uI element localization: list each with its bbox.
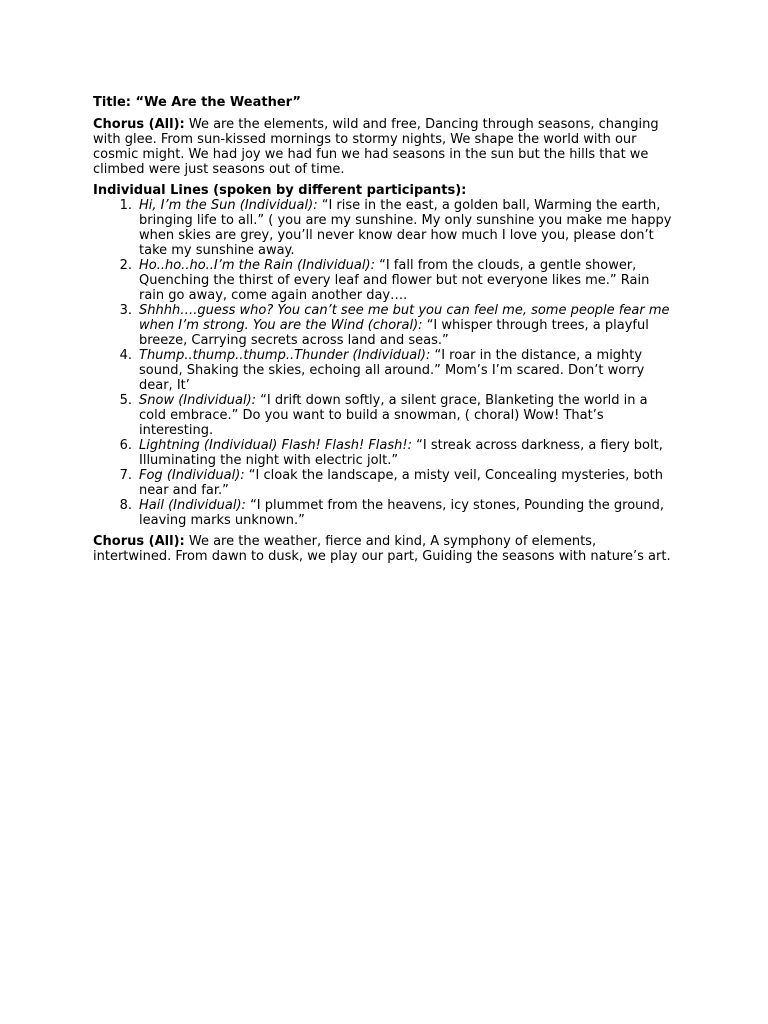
individual-lines-heading: Individual Lines (spoken by different participants): [93, 183, 467, 198]
list-item-text: “I drift down softly, a silent grace, Blanketing the world in a cold embrace.” Do you want to build a snowman, ( choral) Wow! That’s interesting. [139, 393, 648, 438]
document-title: Title: “We Are the Weather” [93, 95, 301, 110]
list-item-speaker: Ho..ho..ho..I’m the Rain (Individual): [139, 258, 375, 273]
chorus-opening [93, 117, 678, 177]
list-item-text: “I streak across darkness, a fiery bolt, Illuminating the night with electric jolt.” [139, 438, 663, 468]
list-item [93, 468, 678, 498]
chorus-closing-label: Chorus (All): [93, 534, 185, 549]
document-page [93, 95, 678, 570]
list-item-text: “I roar in the distance, a mighty sound, Shaking the skies, echoing all around.” Mom’s I’m scared. Don’t worry dear, It’ [139, 348, 645, 393]
chorus-opening-label: Chorus (All): [93, 117, 185, 132]
list-item-text: “I rise in the east, a golden ball, Warming the earth, bringing life to all.” ( you are my sunshine. My only sunshine you make me happy when skies are grey, you’ll never know dear how much I love you, please don’t take my sunshine away. [139, 198, 672, 258]
individual-lines-list [93, 198, 678, 528]
chorus-opening-text: We are the elements, wild and free, Dancing through seasons, changing with glee. From sun-kissed mornings to stormy nights, We shape the world with our cosmic might. We had joy we had fun we had seasons in the sun but the hills that we climbed were just seasons out of time. [93, 117, 659, 177]
list-item [93, 438, 678, 468]
list-item-number: 7. [119, 468, 132, 483]
list-item-speaker: Shhhh….guess who? You can’t see me but you can feel me, some people fear me when I’m strong. You are the Wind (choral): [139, 303, 670, 333]
list-item-speaker: Hi, I’m the Sun (Individual): [139, 198, 318, 213]
list-item-number: 3. [119, 303, 132, 318]
list-item [93, 303, 678, 348]
chorus-closing [93, 534, 678, 564]
chorus-closing-text: We are the weather, fierce and kind, A symphony of elements, intertwined. From dawn to dusk, we play our part, Guiding the seasons with nature’s art. [93, 534, 671, 564]
list-item-speaker: Hail (Individual): [139, 498, 246, 513]
list-item-text: “I plummet from the heavens, icy stones, Pounding the ground, leaving marks unknown.” [139, 498, 665, 528]
list-item [93, 258, 678, 303]
list-item-speaker: Thump..thump..thump..Thunder (Individual): [139, 348, 431, 363]
list-item-text: “I whisper through trees, a playful breeze, Carrying secrets across land and seas.” [139, 318, 649, 348]
list-item-text: “I fall from the clouds, a gentle shower, Quenching the thirst of every leaf and flower but not everyone likes me.” Rain rain go away, come again another day…. [139, 258, 650, 303]
list-item-speaker: Lightning (Individual) Flash! Flash! Flash!: [139, 438, 412, 453]
list-item-number: 2. [119, 258, 132, 273]
list-item-speaker: Snow (Individual): [139, 393, 257, 408]
list-item-number: 4. [119, 348, 132, 363]
list-item-number: 8. [119, 498, 132, 513]
list-item [93, 393, 678, 438]
list-item-number: 1. [119, 198, 132, 213]
list-item-number: 6. [119, 438, 132, 453]
list-item-number: 5. [119, 393, 132, 408]
list-item-speaker: Fog (Individual): [139, 468, 245, 483]
list-item [93, 348, 678, 393]
list-item-text: “I cloak the landscape, a misty veil, Concealing mysteries, both near and far.” [139, 468, 664, 498]
list-item [93, 498, 678, 528]
list-item [93, 198, 678, 258]
